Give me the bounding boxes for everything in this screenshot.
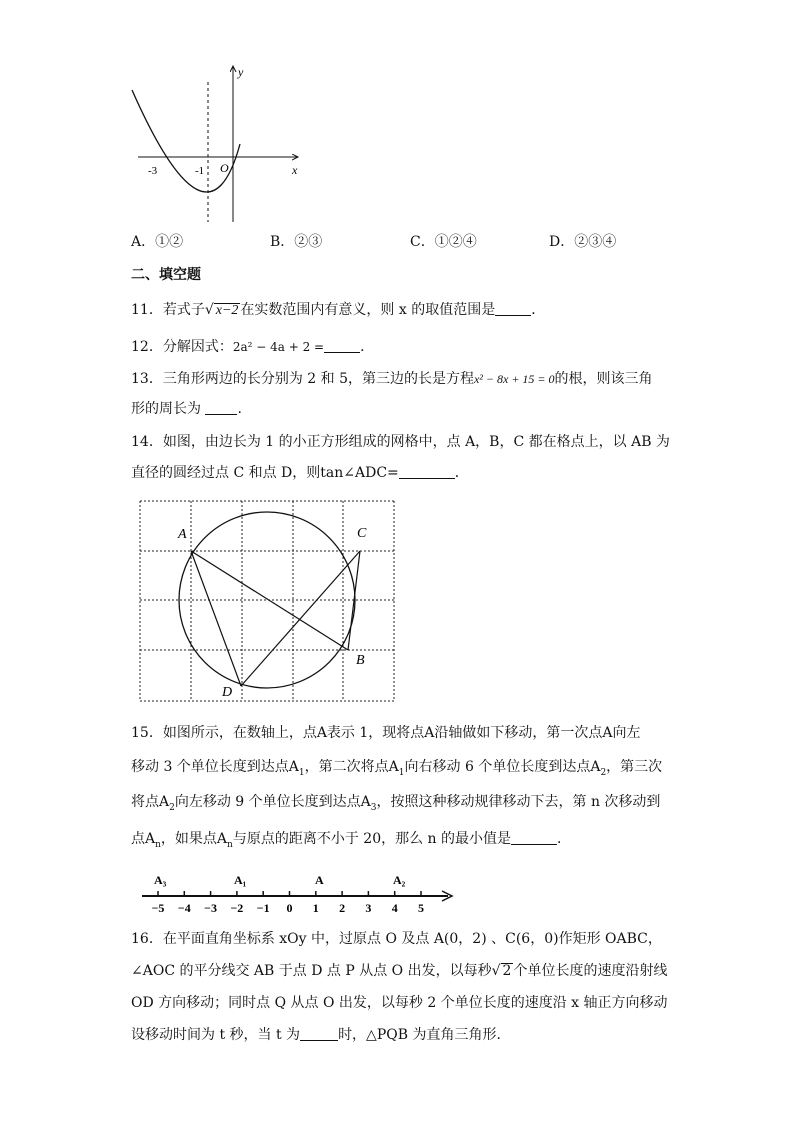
option-a: A．①② (131, 234, 184, 250)
sqrt-symbol-2: √ (491, 963, 501, 979)
q16-line4-post: 时，△PQB 为直角三角形． (338, 1027, 511, 1043)
x-axis-label: x (292, 163, 298, 177)
question-11 (131, 300, 545, 320)
q15-line2-mid2: 向右移动 6 个单位长度到达点A (404, 759, 601, 775)
q15-sub-n: n (155, 839, 161, 850)
number-line-tick-label: −3 (204, 901, 218, 915)
option-b: B．②③ (270, 234, 323, 250)
q15-line4-pre: 点A (131, 831, 156, 847)
q15-sub-2: 2 (600, 767, 607, 778)
label-a3: A₃ (154, 873, 167, 887)
q15-line3-mid: 向左移动 9 个单位长度到达点A (174, 794, 371, 810)
q12-end: ． (360, 339, 375, 355)
question-16-line3: OD 方向移动；同时点 Q 从点 O 出发，以每秒 2 个单位长度的速度沿 x 轴正方向移动 (131, 995, 668, 1011)
q16-answer-blank[interactable] (300, 1026, 338, 1041)
y-axis-label: y (238, 65, 244, 79)
number-line-tick-label: 3 (365, 901, 372, 915)
q15-answer-blank[interactable] (511, 830, 557, 845)
q15-sub-1b: 1 (398, 767, 405, 778)
q15-sub-1: 1 (298, 767, 305, 778)
number-line-tick-label: −5 (151, 901, 165, 915)
segment-ad (191, 551, 241, 686)
q13-end: . (237, 401, 242, 417)
q11-post: 在实数范围内有意义，则 x 的取值范围是 (240, 302, 496, 318)
q13-line1-pre: 13．三角形两边的长分别为 2 和 5，第三边的长是方程 (131, 371, 474, 387)
q11-pre: 11．若式子 (131, 302, 205, 318)
question-16-line4 (131, 1025, 510, 1045)
origin-label: O (220, 161, 229, 175)
q15-end: ． (557, 831, 572, 847)
question-16-line2 (131, 961, 667, 981)
q15-line4-post: 与原点的距离不小于 20，那么 n 的最小值是 (232, 831, 512, 847)
q12-pre: 12．分解因式： (131, 339, 233, 355)
label-a2: A₂ (393, 873, 406, 887)
question-15-line2 (131, 757, 662, 783)
number-line-tick-label: −1 (256, 901, 270, 915)
q15-line3-pre: 将点A (131, 794, 170, 810)
q15-line4-mid: ，如果点A (160, 831, 228, 847)
tick-neg3: -3 (148, 165, 158, 177)
q15-line2-post: ，第三次 (606, 759, 663, 775)
q11-end: ． (531, 302, 546, 318)
q15-sub-2b: 2 (169, 802, 175, 813)
number-line-tick-label: 0 (286, 901, 293, 915)
label-a: A (178, 527, 187, 542)
q12-expr: 2a² − 4a + 2 = (232, 340, 325, 354)
number-line-tick-label: 1 (312, 901, 319, 915)
question-15-line4 (131, 829, 571, 855)
q16-sqrt-value: 2 (502, 963, 512, 979)
q15-line3-post: ，按照这种移动规律移动下去，第 n 次移动到 (376, 794, 661, 810)
number-line-tick-label: −4 (177, 901, 191, 915)
tick-neg1: -1 (195, 165, 205, 177)
q13-line2: 形的周长为 (131, 401, 201, 417)
q15-sub-3: 3 (370, 802, 377, 813)
question-16-line1: 16．在平面直角坐标系 xOy 中，过原点 O 及点 A(0，2) 、C(6，0)作矩形 OABC， (131, 931, 662, 947)
q16-line2-pre: ∠AOC 的平分线交 AB 于点 D 点 P 从点 O 出发，以每秒 (131, 963, 492, 979)
question-12 (131, 337, 374, 357)
option-c: C．①②④ (410, 234, 477, 250)
number-line (140, 868, 460, 916)
q11-answer-blank[interactable] (495, 301, 531, 316)
q14-line2: 直径的圆经过点 C 和点 D，则tan∠ADC= (131, 465, 399, 481)
question-14-line1: 14．如图，由边长为 1 的小正方形组成的网格中，点 A，B，C 都在格点上，以 AB 为 (131, 434, 670, 450)
q15-line2-pre: 移动 3 个单位长度到达点A (131, 759, 299, 775)
parabola-graph (128, 62, 308, 227)
q15-sub-n2: n (227, 839, 233, 850)
q16-line2-post: 个单位长度的速度沿射线 (513, 963, 668, 979)
label-a: A (315, 873, 324, 887)
option-d: D．②③④ (549, 234, 617, 250)
section-title: 二、填空题 (131, 267, 201, 283)
question-13-line2 (131, 399, 242, 419)
q14-end: ． (454, 465, 469, 481)
sqrt-symbol: √ (204, 302, 214, 318)
q14-answer-blank[interactable] (399, 464, 455, 479)
number-line-tick-label: 4 (391, 901, 398, 915)
q11-radicand: x−2 (215, 303, 239, 318)
question-13-line1 (131, 369, 653, 389)
q12-answer-blank[interactable] (324, 338, 360, 353)
q13-answer-blank[interactable] (205, 400, 237, 415)
label-a1: A₁ (234, 873, 247, 887)
circle-grid-figure (138, 498, 400, 708)
number-line-tick-label: 2 (339, 901, 346, 915)
segment-dc (241, 551, 360, 686)
q16-line4-pre: 设移动时间为 t 秒，当 t 为 (131, 1027, 301, 1043)
q15-line2-mid: ，第二次将点A (304, 759, 399, 775)
label-b: B (356, 653, 365, 668)
number-line-tick-label: 5 (418, 901, 424, 915)
question-15-line1: 15．如图所示，在数轴上，点A表示 1，现将点A沿轴做如下移动，第一次点A向左 (131, 725, 641, 741)
q13-line1-post: 的根，则该三角 (554, 371, 653, 387)
number-line-tick-label: −2 (230, 901, 244, 915)
q13-equation: x² − 8x + 15 = 0 (473, 372, 555, 386)
label-c: C (357, 526, 367, 541)
question-15-line3 (131, 792, 660, 818)
question-14-line2 (131, 463, 469, 483)
label-d: D (222, 685, 233, 700)
